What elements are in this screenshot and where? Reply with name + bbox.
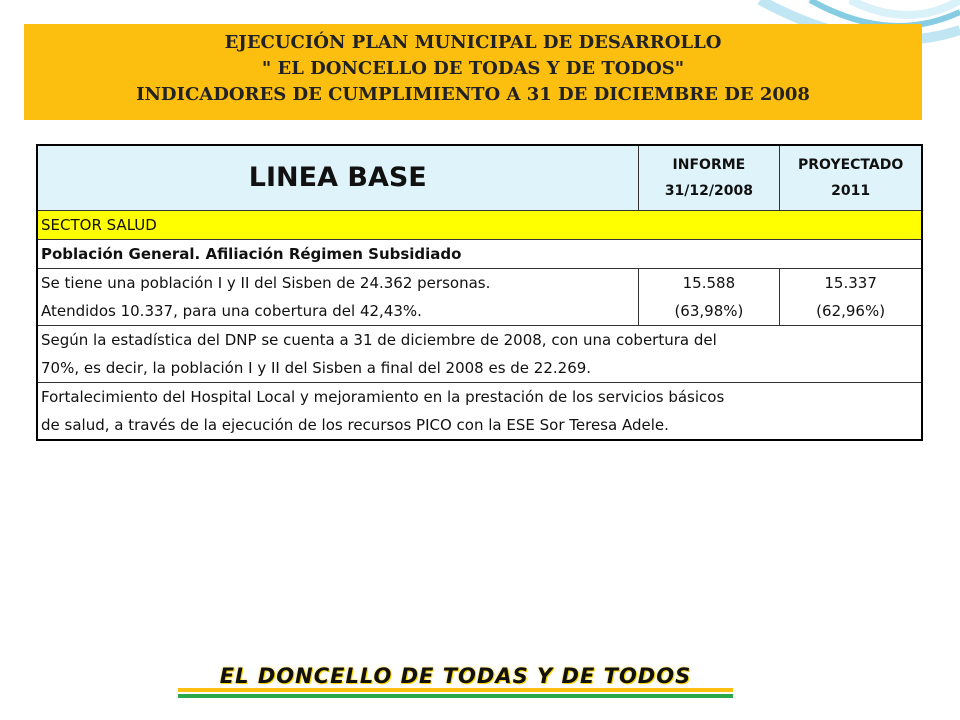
row1-text	[37, 269, 638, 326]
column-proyectado-label: PROYECTADO	[798, 157, 904, 173]
footer-bar-green	[178, 694, 733, 698]
table-row	[37, 326, 922, 383]
row3-text-line-2: de salud, a través de la ejecución de los recursos PICO con la ESE Sor Teresa Adele.	[41, 416, 669, 434]
row1-text-line-1: Se tiene una población I y II del Sisben de 24.362 personas.	[41, 274, 491, 292]
indicators-table	[36, 144, 923, 441]
header-line-1: EJECUCIÓN PLAN MUNICIPAL DE DESARROLLO	[224, 32, 722, 53]
row3-text	[37, 383, 922, 441]
column-proyectado	[780, 145, 922, 211]
row2-text	[37, 326, 922, 383]
row2-text-line-1: Según la estadística del DNP se cuenta a 31 de diciembre de 2008, con una cobertura del	[41, 331, 717, 349]
table-title: LINEA BASE	[37, 145, 638, 211]
header-line-2: " EL DONCELLO DE TODAS Y DE TODOS"	[261, 58, 685, 79]
footer-slogan: EL DONCELLO DE TODAS Y DE TODOS	[219, 664, 692, 688]
row1-informe	[638, 269, 780, 326]
row1-informe-percent: (63,98%)	[674, 302, 744, 320]
row2-text-line-2: 70%, es decir, la población I y II del Sisben a final del 2008 es de 22.269.	[41, 359, 592, 377]
row3-text-line-1: Fortalecimiento del Hospital Local y mejoramiento en la prestación de los servicios básicos	[41, 388, 725, 406]
column-informe	[638, 145, 780, 211]
table-row	[37, 269, 922, 326]
sector-row	[37, 211, 922, 240]
row1-proyectado-value: 15.337	[824, 274, 877, 292]
header-line-3: INDICADORES DE CUMPLIMIENTO A 31 DE DICIEMBRE DE 2008	[136, 84, 810, 105]
sector-label: SECTOR SALUD	[37, 211, 922, 240]
table-header-row	[37, 145, 922, 211]
column-informe-label: INFORME	[672, 157, 746, 173]
footer-banner	[178, 652, 733, 702]
row1-text-line-2: Atendidos 10.337, para una cobertura del 42,43%.	[41, 302, 422, 320]
row1-proyectado	[780, 269, 922, 326]
column-informe-date: 31/12/2008	[664, 183, 753, 199]
row1-informe-value: 15.588	[682, 274, 736, 292]
subsection-label: Población General. Afiliación Régimen Subsidiado	[37, 240, 922, 269]
table-row	[37, 383, 922, 441]
page-header	[24, 24, 922, 120]
row1-proyectado-percent: (62,96%)	[816, 302, 886, 320]
subsection-row	[37, 240, 922, 269]
column-proyectado-year: 2011	[831, 183, 871, 199]
